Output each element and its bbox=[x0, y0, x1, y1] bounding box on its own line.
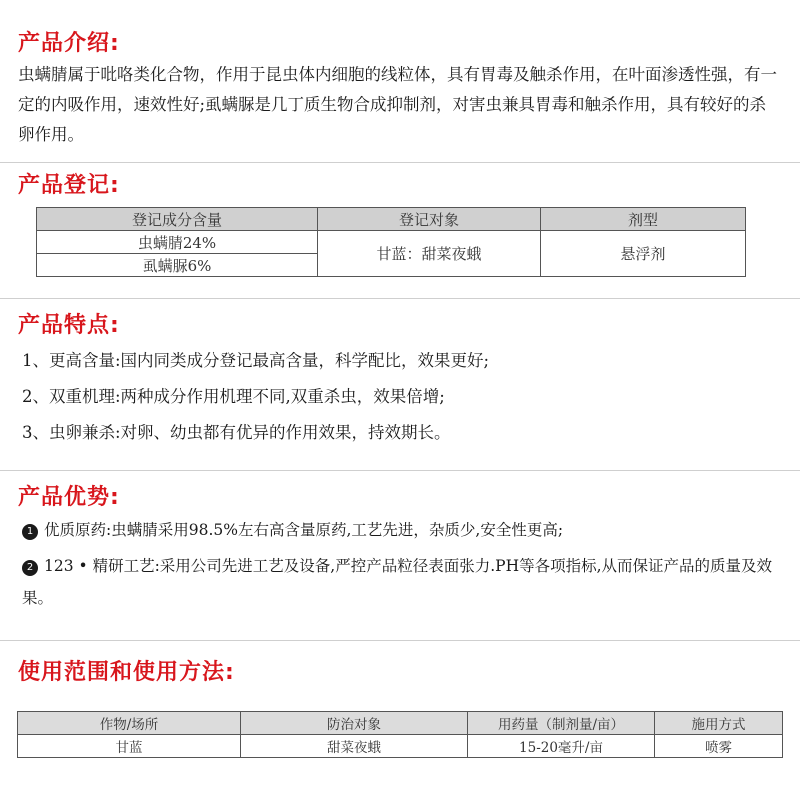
divider bbox=[0, 640, 800, 641]
advantage-text-2: 123 • 精研工艺:采用公司先进工艺及设备,严控产品粒径表面张力.PH等各项指标,从而保证产品的质量及效果。 bbox=[22, 557, 773, 607]
feature-item-1: 1、更高含量:国内同类成分登记最高含量，科学配比，效果更好; bbox=[22, 351, 490, 370]
reg-header-ingredient: 登记成分含量 bbox=[37, 208, 318, 231]
usage-title: 使用范围和使用方法: bbox=[18, 660, 235, 685]
feature-item-3: 3、虫卵兼杀:对卵、幼虫都有优异的作用效果，持效期长。 bbox=[22, 423, 451, 442]
number-badge-icon: 1 bbox=[22, 524, 38, 540]
reg-header-formulation: 剂型 bbox=[541, 208, 746, 231]
intro-title: 产品介绍: bbox=[18, 31, 120, 56]
usage-header-dosage: 用药量（制剂量/亩） bbox=[468, 712, 655, 735]
intro-text: 虫螨腈属于吡咯类化合物，作用于昆虫体内细胞的线粒体，具有胃毒及触杀作用，在叶面渗透性强，有一定的内吸作用，速效性好;虱螨脲是几丁质生物合成抑制剂，对害虫兼具胃毒和触杀作用，具有较好的杀卵作用。 bbox=[18, 65, 777, 144]
usage-dosage: 15-20毫升/亩 bbox=[468, 735, 655, 758]
reg-formulation: 悬浮剂 bbox=[541, 231, 746, 277]
advantage-item-1 bbox=[22, 514, 782, 546]
usage-crop: 甘蓝 bbox=[18, 735, 241, 758]
registration-table bbox=[36, 207, 746, 277]
divider bbox=[0, 470, 800, 471]
usage-header-crop: 作物/场所 bbox=[18, 712, 241, 735]
feature-item-2: 2、双重机理:两种成分作用机理不同,双重杀虫，效果倍增; bbox=[22, 387, 445, 406]
usage-table bbox=[17, 711, 783, 758]
features-title: 产品特点: bbox=[18, 313, 120, 338]
advantages-title: 产品优势: bbox=[18, 485, 120, 510]
reg-target: 甘蓝：甜菜夜蛾 bbox=[318, 231, 541, 277]
divider bbox=[0, 162, 800, 163]
reg-header-target: 登记对象 bbox=[318, 208, 541, 231]
divider bbox=[0, 298, 800, 299]
reg-ingredient-1: 虫螨腈24% bbox=[37, 231, 318, 254]
table-row bbox=[18, 735, 783, 758]
number-badge-icon: 2 bbox=[22, 560, 38, 576]
usage-header-method: 施用方式 bbox=[655, 712, 783, 735]
advantage-item-2 bbox=[22, 550, 782, 614]
registration-title: 产品登记: bbox=[18, 173, 120, 198]
reg-ingredient-2: 虱螨脲6% bbox=[37, 254, 318, 277]
advantage-text-1: 优质原药:虫螨腈采用98.5%左右高含量原药,工艺先进，杂质少,安全性更高; bbox=[44, 521, 564, 539]
usage-target: 甜菜夜蛾 bbox=[241, 735, 468, 758]
usage-method: 喷雾 bbox=[655, 735, 783, 758]
usage-header-target: 防治对象 bbox=[241, 712, 468, 735]
